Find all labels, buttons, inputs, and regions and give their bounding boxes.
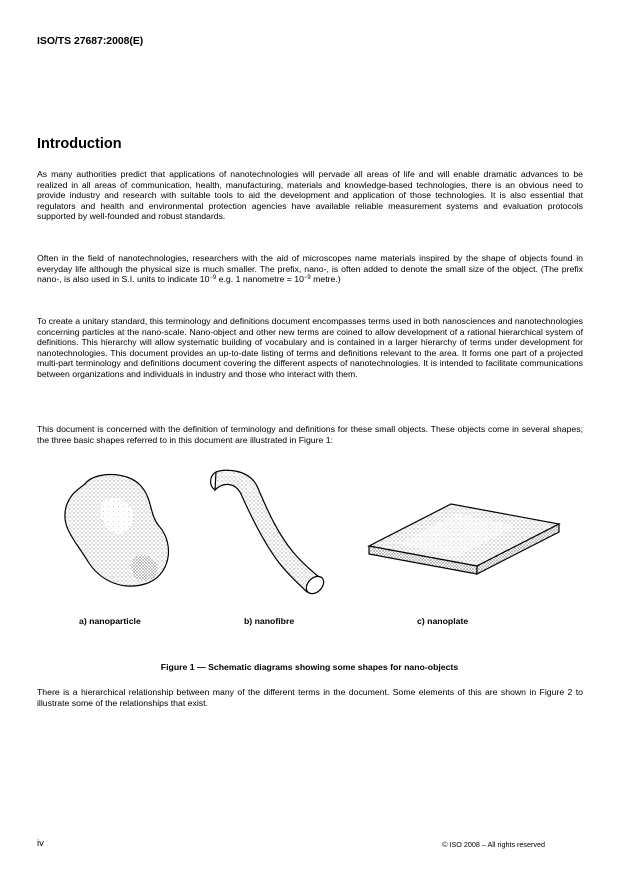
paragraph-5: There is a hierarchical relationship between many of the different terms in the document. Some elements of this are shown in Figure 2 to illustrate some of the relationships that exist.	[37, 687, 583, 708]
paragraph-2-text-c: metre.)	[310, 274, 341, 285]
figure-title: Figure 1 — Schematic diagrams showing some shapes for nano-objects	[160, 662, 459, 672]
nanoparticle-shape	[65, 475, 169, 587]
figure-1-illustration	[37, 460, 583, 600]
paragraph-1: As many authorities predict that applications of nanotechnologies will pervade all areas of life and will enable dramatic advances to be realized in all areas of communication, health, manufacturing, materials and knowledge-based technologies, there is an obvious need to provide industry and research with suitable tools to aid the development and application of those technologies. It is also essential that regulators and health and environmental protection agencies have available reliable measurement systems and evaluation protocols supported by well-founded and robust standards.	[37, 169, 583, 222]
caption-nanoplate: c) nanoplate	[417, 616, 469, 626]
document-id: ISO/TS 27687:2008(E)	[37, 36, 144, 47]
caption-nanoparticle: a) nanoparticle	[79, 616, 141, 626]
section-heading: Introduction	[37, 136, 122, 152]
copyright-notice: © ISO 2008 – All rights reserved	[442, 840, 545, 849]
nanoplate-shape	[369, 504, 559, 574]
caption-nanofibre: b) nanofibre	[244, 616, 295, 626]
exponent-1: −9	[209, 275, 217, 282]
paragraph-2-text-b: e.g. 1 nanometre = 10	[216, 274, 304, 285]
paragraph-2	[37, 253, 583, 285]
exponent-2: −9	[303, 275, 311, 282]
paragraph-3: To create a unitary standard, this terminology and definitions document encompasses terms used in both nanosciences and nanotechnologies concerning particles at the nano-scale. Nano-object and other new terms are coined to allow development of a rational hierarchical system of definitions. This hierarchy will allow systematic building of vocabulary and is contained in a larger hierarchy of terms under development for nanotechnologies. This document provides an up-to-date listing of terms and definitions relevant to the area. It forms one part of a projected multi-part terminology and definitions document covering the different aspects of nanotechnologies. It is intended to facilitate communications between organizations and individuals in industry and those who interact with them.	[37, 316, 583, 379]
paragraph-2-text-a: Often in the field of nanotechnologies, researchers with the aid of microscopes name materials inspired by the shape of objects found in everyday life although the physical size is much smaller. The prefix, nano-, is often added to denote the small size of the object. (The prefix nano-, is also used in S.I. units to indicate 10	[37, 253, 583, 285]
nanofibre-shape	[211, 470, 327, 597]
figure-1	[37, 460, 583, 600]
paragraph-4: This document is concerned with the definition of terminology and definitions for these small objects. These objects come in several shapes; the three basic shapes referred to in this document are illustrated in Figure 1:	[37, 424, 583, 445]
page-number: iv	[37, 838, 44, 849]
